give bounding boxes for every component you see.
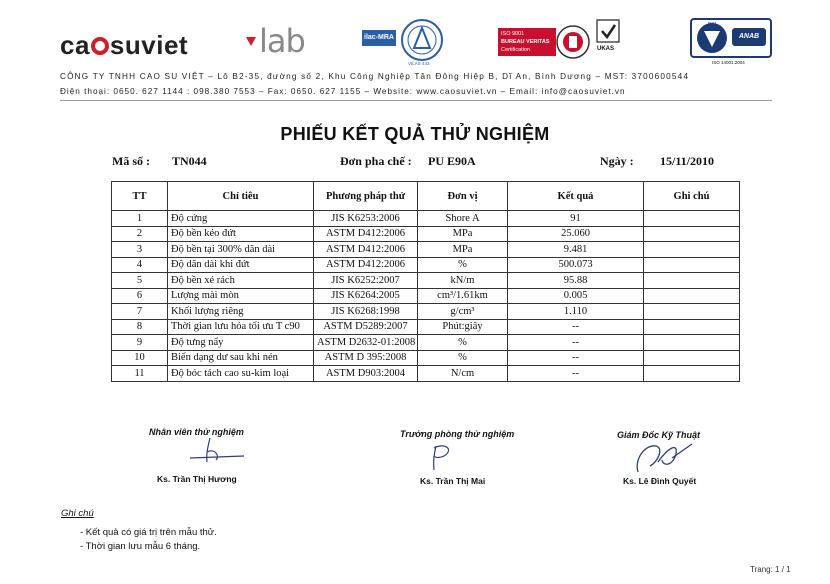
row-unit: Phút:giây [418, 319, 508, 335]
red-triangle-icon [246, 37, 256, 46]
row-method: ASTM D5289:2007 [314, 319, 418, 335]
row-method: ASTM D412:2006 [314, 242, 418, 258]
table-row [112, 319, 740, 335]
anab-badge: ANAB [732, 28, 766, 46]
col-header-tt: TT [112, 182, 168, 211]
col-header-result: Kết quả [508, 182, 644, 211]
row-note [644, 226, 740, 242]
ilac-vilas-logo: ilac-MRA VILAS 443 [362, 18, 446, 66]
row-note [644, 335, 740, 351]
bureau-veritas-logo: ISO 9001 BUREAU VERITAS Certification [498, 18, 618, 66]
signature-manager [420, 440, 480, 472]
row-note [644, 273, 740, 289]
code-value: TN044 [172, 154, 207, 168]
row-note [644, 242, 740, 258]
row-note [644, 319, 740, 335]
row-note [644, 350, 740, 366]
company-address: CÔNG TY TNHH CAO SU VIỆT – Lô B2-35, đường số 2, Khu Công Nghiệp Tân Đông Hiệp B, Dĩ An, Bình Dương – MST: 3700600544 [60, 72, 690, 81]
row-index: 5 [112, 273, 168, 289]
code-label: Mã số : [112, 154, 150, 168]
row-method: ASTM D2632-01:2008 [314, 335, 418, 351]
notes-heading: Ghi chú [61, 508, 94, 519]
col-header-method: Phương pháp thử [314, 182, 418, 211]
row-result: 9.481 [508, 242, 644, 258]
col-header-unit: Đơn vị [418, 182, 508, 211]
date-label: Ngày : [600, 154, 634, 168]
results-table [111, 181, 740, 382]
table-row [112, 304, 740, 320]
table-row [112, 226, 740, 242]
row-method: JIS K6253:2006 [314, 211, 418, 227]
row-note [644, 304, 740, 320]
row-criteria: Khối lượng riêng [168, 304, 314, 320]
row-method: JIS K6268:1998 [314, 304, 418, 320]
row-result: -- [508, 366, 644, 382]
header-divider [60, 100, 772, 101]
page-title: PHIẾU KẾT QUẢ THỬ NGHIỆM [280, 124, 550, 144]
ilac-badge: ilac-MRA [362, 30, 396, 46]
table-row [112, 257, 740, 273]
table-row [112, 366, 740, 382]
signature-director [628, 438, 698, 476]
vilas-seal-icon [400, 18, 444, 62]
company-contact: Điện thoại: 0650. 627 1144 : 098.380 7553 – Fax: 0650. 627 1155 – Website: www.caosuviet.vn – Email: info@caosuviet.vn [60, 87, 626, 96]
row-index: 4 [112, 257, 168, 273]
row-unit: Shore A [418, 211, 508, 227]
col-header-criteria: Chỉ tiêu [168, 182, 314, 211]
row-method: ASTM D903:2004 [314, 366, 418, 382]
row-criteria: Độ bền xé rách [168, 273, 314, 289]
row-result: -- [508, 350, 644, 366]
signature-tester [180, 436, 250, 466]
caosuviet-logo: ca suviet [60, 30, 189, 60]
row-result: 1.110 [508, 304, 644, 320]
row-criteria: Độ cứng [168, 211, 314, 227]
formula-label: Đơn pha chế : [340, 154, 412, 168]
row-criteria: Độ bền tại 300% dãn dài [168, 242, 314, 258]
row-method: ASTM D412:2006 [314, 226, 418, 242]
row-unit: kN/m [418, 273, 508, 289]
bsi-anab-logo: BSI ANAB ISO 14001:2004 [690, 18, 775, 66]
note-item: - Kết quả có giá trị trên mẫu thử. [80, 527, 217, 538]
signer-name-tester: Ks. Trần Thị Hương [157, 474, 237, 484]
row-index: 6 [112, 288, 168, 304]
row-result: 95.88 [508, 273, 644, 289]
row-unit: cm³/1.61km [418, 288, 508, 304]
row-result: -- [508, 335, 644, 351]
row-note [644, 211, 740, 227]
row-index: 2 [112, 226, 168, 242]
row-unit: % [418, 350, 508, 366]
row-note [644, 257, 740, 273]
signer-name-director: Ks. Lê Đình Quyết [623, 476, 697, 486]
signer-role-director: Giám Đốc Kỹ Thuật [617, 430, 701, 440]
row-index: 11 [112, 366, 168, 382]
row-unit: % [418, 257, 508, 273]
row-unit: g/cm³ [418, 304, 508, 320]
vlab-logo: lab [246, 22, 305, 60]
row-index: 7 [112, 304, 168, 320]
bsi-kitemark-icon [694, 21, 730, 55]
row-result: -- [508, 319, 644, 335]
table-row [112, 288, 740, 304]
table-row [112, 350, 740, 366]
row-result: 0.005 [508, 288, 644, 304]
row-note [644, 366, 740, 382]
logo-ring-icon [91, 37, 109, 55]
row-note [644, 288, 740, 304]
row-method: JIS K6264:2005 [314, 288, 418, 304]
row-index: 8 [112, 319, 168, 335]
ukas-crown-icon [594, 18, 622, 48]
row-index: 3 [112, 242, 168, 258]
signer-name-manager: Ks. Trần Thị Mai [420, 476, 486, 486]
row-criteria: Độ dãn dài khi đứt [168, 257, 314, 273]
row-method: ASTM D412:2006 [314, 257, 418, 273]
row-criteria: Độ bền kéo đứt [168, 226, 314, 242]
row-method: ASTM D 395:2008 [314, 350, 418, 366]
row-criteria: Độ tưng nẩy [168, 335, 314, 351]
row-index: 9 [112, 335, 168, 351]
signer-role-tester: Nhân viên thử nghiệm [149, 427, 244, 437]
row-criteria: Biến dạng dư sau khi nén [168, 350, 314, 366]
row-criteria: Lượng mài mòn [168, 288, 314, 304]
bv-seal-icon [556, 20, 590, 64]
ukas-logo: UKAS [594, 18, 624, 66]
row-index: 10 [112, 350, 168, 366]
row-unit: MPa [418, 226, 508, 242]
formula-value: PU E90A [428, 154, 476, 168]
row-unit: MPa [418, 242, 508, 258]
table-row [112, 273, 740, 289]
page-number: Trang: 1 / 1 [750, 565, 791, 574]
row-criteria: Độ bóc tách cao su-kim loại [168, 366, 314, 382]
date-value: 15/11/2010 [660, 154, 715, 168]
row-criteria: Thời gian lưu hóa tối ưu T c90 [168, 319, 314, 335]
col-header-note: Ghi chú [644, 182, 740, 211]
row-result: 25.060 [508, 226, 644, 242]
table-header-row [112, 182, 740, 211]
table-row [112, 335, 740, 351]
row-unit: % [418, 335, 508, 351]
table-row [112, 211, 740, 227]
svg-text:BSI: BSI [707, 22, 717, 28]
signer-role-manager: Trưởng phòng thử nghiệm [400, 429, 515, 439]
row-unit: N/cm [418, 366, 508, 382]
row-result: 500.073 [508, 257, 644, 273]
row-index: 1 [112, 211, 168, 227]
table-row [112, 242, 740, 258]
row-method: JIS K6252:2007 [314, 273, 418, 289]
row-result: 91 [508, 211, 644, 227]
note-item: - Thời gian lưu mẫu 6 tháng. [80, 541, 201, 552]
